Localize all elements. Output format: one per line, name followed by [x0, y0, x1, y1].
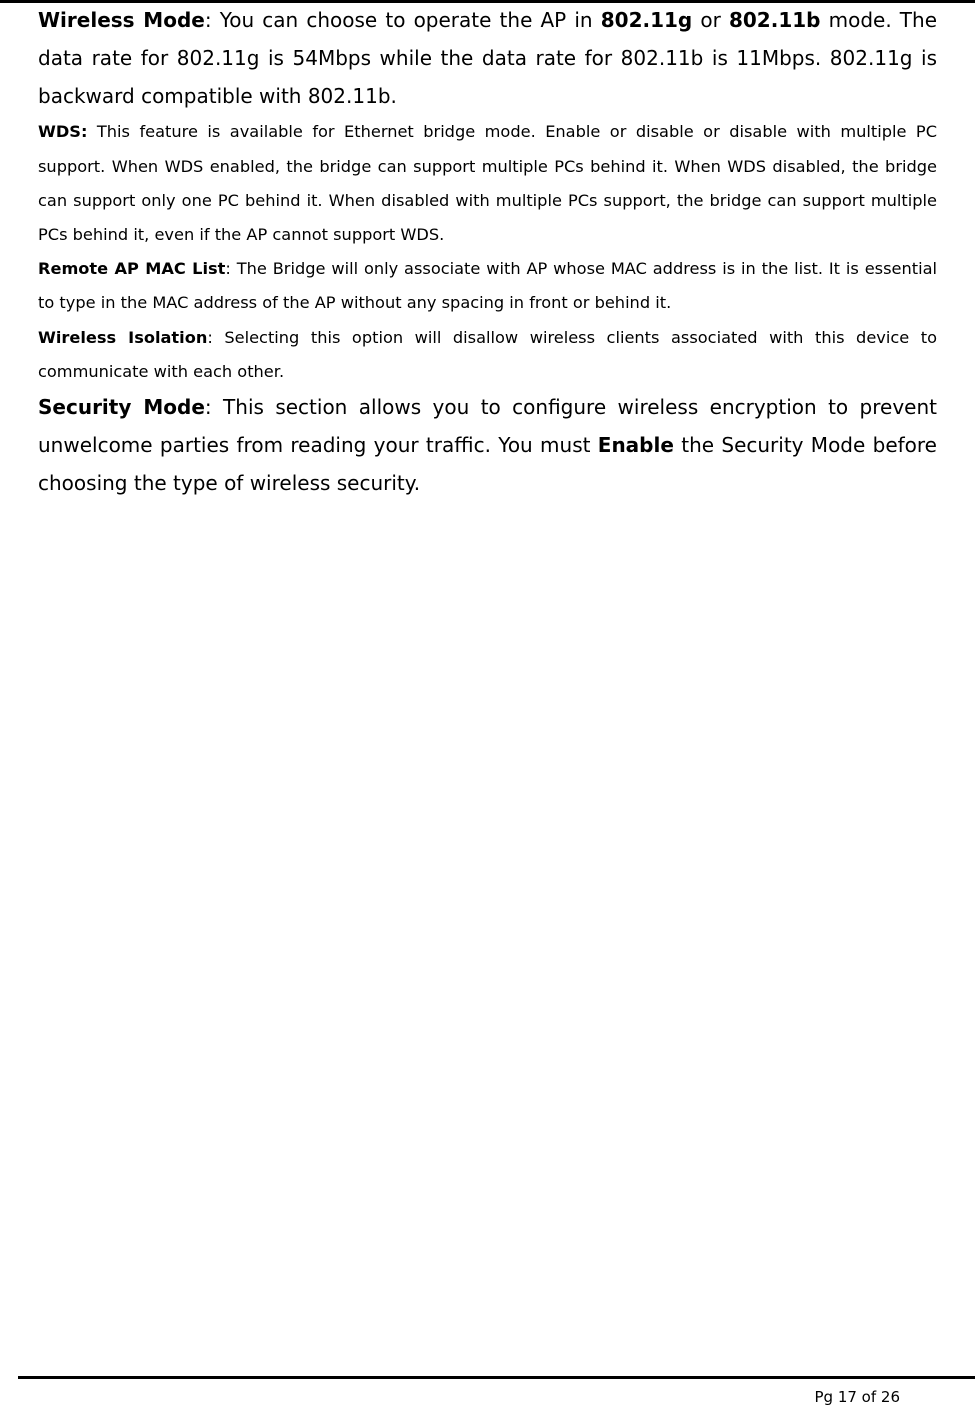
term-enable: Enable [597, 432, 674, 457]
paragraph-wds [38, 115, 937, 252]
wireless-isolation-text: : Selecting this option will disallow wireless clients associated with this device to communicate with each other. [38, 327, 937, 381]
paragraph-remote-ap-mac-list [38, 252, 937, 320]
term-wds: WDS: [38, 122, 88, 142]
wireless-mode-text-2: or [692, 8, 729, 32]
term-remote-ap-mac-list: Remote AP MAC List [38, 259, 226, 279]
page-number: Pg 17 of 26 [814, 1388, 900, 1406]
paragraph-wireless-isolation [38, 321, 937, 389]
term-wireless-isolation: Wireless Isolation [38, 327, 208, 347]
remote-ap-text: : The Bridge will only associate with AP whose MAC address is in the list. It is essential to type in the MAC address of the AP without any spacing in front or behind it. [38, 259, 938, 313]
term-80211g: 802.11g [600, 8, 693, 32]
security-mode-text-2: the Security Mode before choosing the type of wireless security. [38, 432, 937, 495]
wds-text: This feature is available for Ethernet bridge mode. Enable or disable or disable with multiple PC support. When WDS enabled, the bridge can support multiple PCs behind it. When WDS disabled, the bridge can support only one PC behind it. When disabled with multiple PCs support, the bridge can support multiple PCs behind it, even if the AP cannot support WDS. [38, 122, 937, 244]
term-security-mode: Security Mode [38, 395, 205, 420]
term-wireless-mode: Wireless Mode [38, 8, 205, 32]
wireless-mode-text-3: mode. The data rate for 802.11g is 54Mbps while the data rate for 802.11b is 11Mbps. 802.11g is backward compatible with 802.11b. [38, 8, 937, 108]
wireless-mode-text-1: : You can choose to operate the AP in [204, 8, 601, 32]
paragraph-wireless-mode [38, 2, 937, 115]
document-body [38, 2, 937, 502]
paragraph-security-mode [38, 389, 937, 502]
security-mode-text-1: : This section allows you to configure wireless encryption to prevent unwelcome parties from reading your traffic. You must [38, 395, 937, 457]
term-80211b: 802.11b [728, 8, 821, 32]
footer-rule [18, 1376, 975, 1379]
